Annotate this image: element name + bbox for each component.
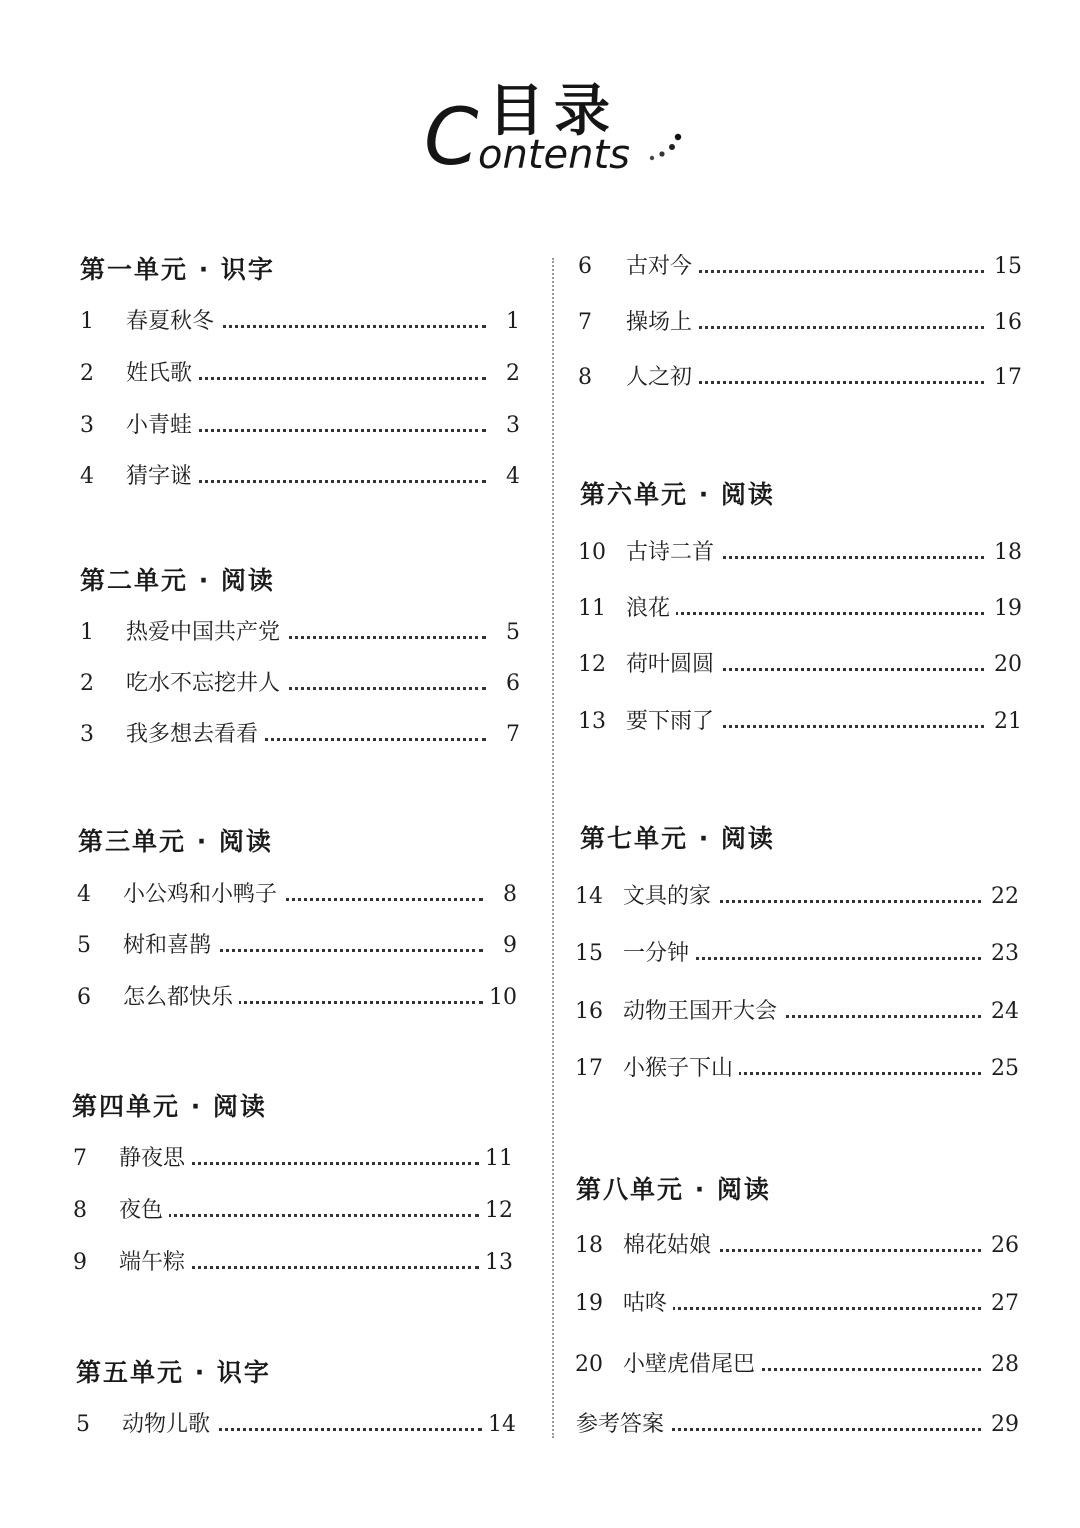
entry-number: 4 xyxy=(80,464,94,489)
entry-number: 8 xyxy=(578,365,592,390)
entry-number: 20 xyxy=(575,1352,603,1377)
toc-entry[interactable] xyxy=(0,461,1080,493)
entry-page-number: 1 xyxy=(506,309,520,334)
entry-number: 3 xyxy=(80,413,94,438)
entry-title: 荷叶圆圆 xyxy=(626,649,720,681)
entry-title: 古诗二首 xyxy=(626,537,720,569)
toc-entry[interactable] xyxy=(0,1143,1080,1175)
entry-number: 14 xyxy=(575,884,603,909)
entry-number: 2 xyxy=(80,361,94,386)
page-title-en-initial: C xyxy=(424,93,479,183)
toc-entry[interactable] xyxy=(0,938,1080,970)
entry-title: 古对今 xyxy=(626,251,698,283)
entry-number: 9 xyxy=(73,1250,87,1275)
entry-title: 小壁虎借尾巴 xyxy=(623,1349,761,1381)
unit-7 xyxy=(580,821,775,857)
page-title-en-rest: ontents xyxy=(478,132,630,178)
entry-page-number: 8 xyxy=(503,882,517,907)
entry-number: 4 xyxy=(77,882,91,907)
toc-entry[interactable] xyxy=(0,649,1080,681)
entry-page-number: 18 xyxy=(994,540,1022,565)
toc-entry[interactable] xyxy=(0,1230,1080,1262)
entry-number: 3 xyxy=(80,722,94,747)
entry-page-number: 5 xyxy=(506,620,520,645)
unit-title: 第一单元 · 识字 xyxy=(80,255,275,284)
entry-page-number: 13 xyxy=(485,1250,513,1275)
entry-title: 我多想去看看 xyxy=(126,719,264,751)
toc-entry[interactable] xyxy=(0,1349,1080,1381)
toc-entry[interactable] xyxy=(0,307,1080,339)
entry-page-number: 16 xyxy=(994,310,1022,335)
unit-title: 第二单元 · 阅读 xyxy=(80,566,275,595)
entry-page-number: 4 xyxy=(506,464,520,489)
toc-entry[interactable] xyxy=(0,410,1080,442)
unit-title: 第七单元 · 阅读 xyxy=(580,824,775,853)
entry-title: 小青蛙 xyxy=(126,410,198,442)
entry-page-number: 2 xyxy=(506,361,520,386)
entry-number: 12 xyxy=(578,652,606,677)
entry-page-number: 28 xyxy=(991,1352,1019,1377)
entry-title: 参考答案 xyxy=(576,1409,670,1441)
entry-title: 端午粽 xyxy=(119,1247,191,1279)
unit-title: 第四单元 · 阅读 xyxy=(72,1092,267,1121)
entry-number: 13 xyxy=(578,709,606,734)
entry-number: 7 xyxy=(73,1146,87,1171)
entry-number: 15 xyxy=(575,941,603,966)
entry-page-number: 21 xyxy=(994,709,1022,734)
entry-title: 猜字谜 xyxy=(126,461,198,493)
entry-page-number: 27 xyxy=(991,1291,1019,1316)
entry-number: 6 xyxy=(578,254,592,279)
entry-title: 棉花姑娘 xyxy=(623,1230,717,1262)
entry-page-number: 12 xyxy=(485,1198,513,1223)
entry-title: 浪花 xyxy=(626,593,676,625)
entry-title: 要下雨了 xyxy=(626,706,720,738)
entry-number: 19 xyxy=(575,1291,603,1316)
toc-entry[interactable] xyxy=(0,881,1080,913)
entry-title: 操场上 xyxy=(626,307,698,339)
toc-entry[interactable] xyxy=(0,1053,1080,1085)
entry-title: 小猴子下山 xyxy=(623,1053,739,1085)
entry-title: 怎么都快乐 xyxy=(123,982,239,1014)
entry-title: 动物王国开大会 xyxy=(623,996,783,1028)
toc-entry[interactable] xyxy=(0,362,1080,394)
dot-leader xyxy=(119,1214,479,1217)
entry-title: 一分钟 xyxy=(623,938,695,970)
dot-leader xyxy=(626,612,984,615)
entry-number: 2 xyxy=(80,671,94,696)
entry-number: 11 xyxy=(578,596,606,621)
toc-entry[interactable] xyxy=(0,593,1080,625)
toc-entry[interactable] xyxy=(0,537,1080,569)
unit-3 xyxy=(78,824,273,860)
entry-title: 小公鸡和小鸭子 xyxy=(123,879,283,911)
toc-entry[interactable] xyxy=(0,1195,1080,1227)
entry-number: 5 xyxy=(77,933,91,958)
entry-page-number: 14 xyxy=(488,1412,516,1437)
unit-title: 第三单元 · 阅读 xyxy=(78,827,273,856)
entry-number: 8 xyxy=(73,1198,87,1223)
entry-title: 咕咚 xyxy=(623,1288,673,1320)
entry-number: 17 xyxy=(575,1056,603,1081)
entry-page-number: 25 xyxy=(991,1056,1019,1081)
entry-number: 18 xyxy=(575,1233,603,1258)
entry-page-number: 22 xyxy=(991,884,1019,909)
entry-number: 7 xyxy=(578,310,592,335)
entry-page-number: 19 xyxy=(994,596,1022,621)
entry-number: 1 xyxy=(80,620,94,645)
entry-number: 6 xyxy=(77,985,91,1010)
entry-page-number: 9 xyxy=(503,933,517,958)
entry-page-number: 23 xyxy=(991,941,1019,966)
entry-title: 人之初 xyxy=(626,362,698,394)
entry-page-number: 17 xyxy=(994,365,1022,390)
entry-page-number: 20 xyxy=(994,652,1022,677)
entry-title: 吃水不忘挖井人 xyxy=(126,668,286,700)
entry-title: 夜色 xyxy=(119,1195,169,1227)
entry-page-number: 3 xyxy=(506,413,520,438)
entry-page-number: 15 xyxy=(994,254,1022,279)
entry-title: 静夜思 xyxy=(119,1143,191,1175)
toc-entry[interactable] xyxy=(0,1409,1080,1441)
entry-title: 热爱中国共产党 xyxy=(126,617,286,649)
entry-page-number: 26 xyxy=(991,1233,1019,1258)
entry-number: 1 xyxy=(80,309,94,334)
toc-entry[interactable] xyxy=(0,251,1080,283)
decorative-dots-icon xyxy=(644,132,694,172)
entry-title: 树和喜鹊 xyxy=(123,930,217,962)
entry-number: 10 xyxy=(578,540,606,565)
entry-page-number: 10 xyxy=(489,985,517,1010)
unit-title: 第六单元 · 阅读 xyxy=(580,480,775,509)
toc-entry[interactable] xyxy=(0,706,1080,738)
entry-page-number: 24 xyxy=(991,999,1019,1024)
entry-title: 动物儿歌 xyxy=(122,1409,216,1441)
unit-title: 第八单元 · 阅读 xyxy=(576,1175,771,1204)
dot-leader xyxy=(623,1307,981,1310)
entry-page-number: 6 xyxy=(506,671,520,696)
entry-number: 16 xyxy=(575,999,603,1024)
entry-number: 5 xyxy=(76,1412,90,1437)
entry-title: 春夏秋冬 xyxy=(126,306,220,338)
toc-entry[interactable] xyxy=(0,1288,1080,1320)
entry-page-number: 29 xyxy=(991,1412,1019,1437)
toc-entry[interactable] xyxy=(0,996,1080,1028)
entry-page-number: 11 xyxy=(485,1146,513,1171)
entry-title: 文具的家 xyxy=(623,881,717,913)
entry-page-number: 7 xyxy=(506,722,520,747)
page-title-zh: 目录 xyxy=(488,79,620,144)
entry-title: 姓氏歌 xyxy=(126,358,198,390)
unit-4 xyxy=(72,1089,267,1125)
unit-title: 第五单元 · 识字 xyxy=(76,1358,271,1387)
